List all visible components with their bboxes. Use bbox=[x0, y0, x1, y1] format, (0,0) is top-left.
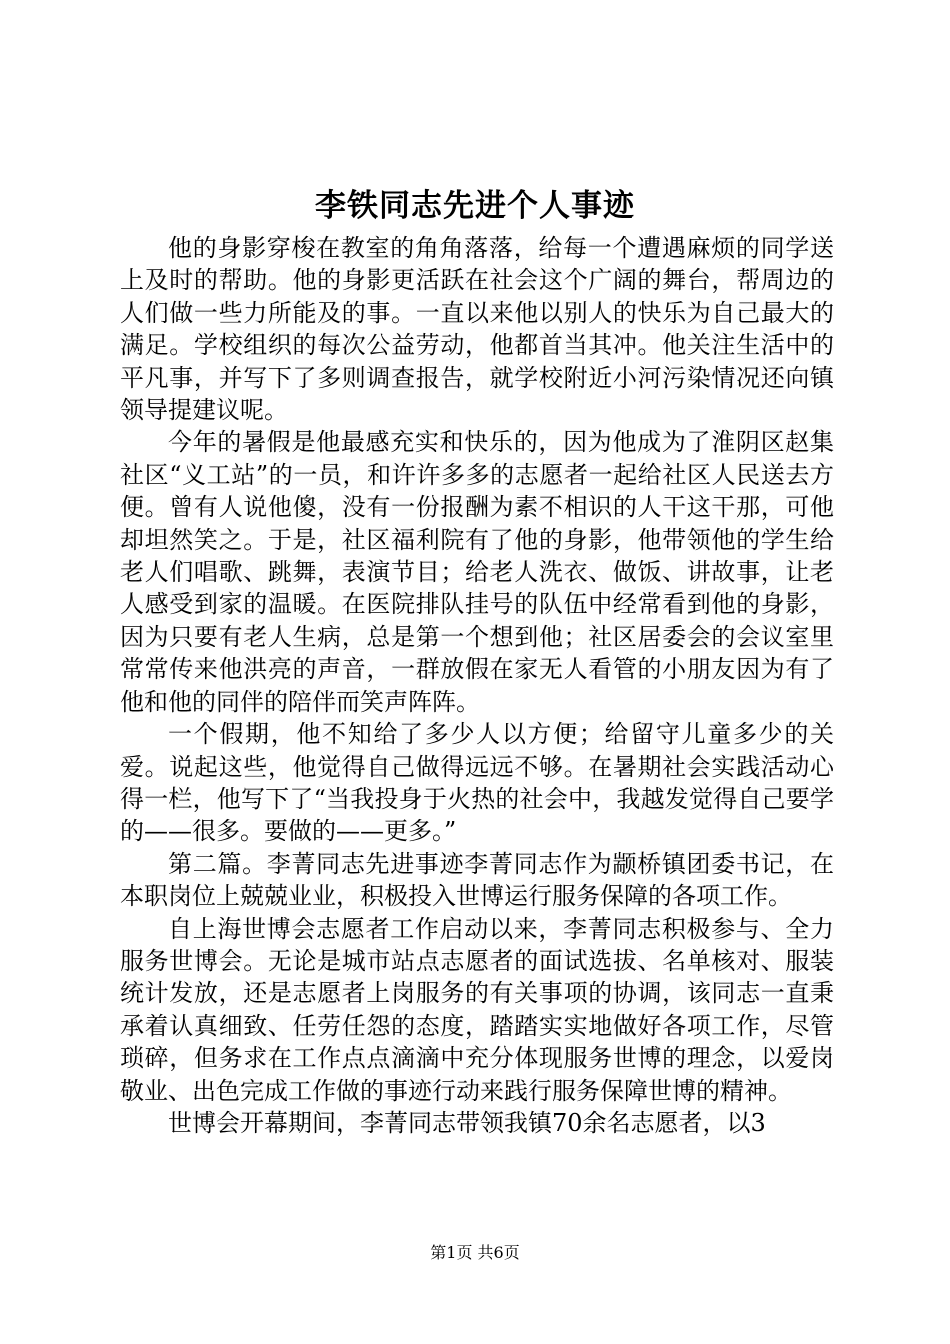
paragraph-1: 他的身影穿梭在教室的角角落落，给每一个遭遇麻烦的同学送上及时的帮助。他的身影更活跃在社会这个广阔的舞台，帮周边的人们做一些力所能及的事。一直以来他以别人的快乐为自己最大的满足。学校组织的每次公益劳动，他都首当其冲。他关注生活中的平凡事，并写下了多则调查报告，就学校附近小河污染情况还向镇领导提建议呢。 bbox=[120, 234, 834, 425]
paragraph-6: 世博会开幕期间，李菁同志带领我镇70余名志愿者，以3 bbox=[168, 1108, 766, 1137]
page-number-footer: 第1页 共6页 bbox=[430, 1243, 520, 1262]
document-body bbox=[120, 232, 834, 1139]
paragraph-4: 第二篇。李菁同志先进事迹李菁同志作为颛桥镇团委书记，在本职岗位上兢兢业业，积极投入世博运行服务保障的各项工作。 bbox=[120, 849, 834, 911]
paragraph-3: 一个假期，他不知给了多少人以方便；给留守儿童多少的关爱。说起这些，他觉得自己做得远远不够。在暑期社会实践活动心得一栏，他写下了“当我投身于火热的社会中，我越发觉得自己要学的——很多。要做的——更多。” bbox=[120, 720, 834, 846]
document-title: 李铁同志先进个人事迹 bbox=[315, 188, 635, 224]
paragraph-5: 自上海世博会志愿者工作启动以来，李菁同志积极参与、全力服务世博会。无论是城市站点志愿者的面试选拔、名单核对、服装统计发放，还是志愿者上岗服务的有关事项的协调，该同志一直秉承着认真细致、任劳任怨的态度，踏踏实实地做好各项工作，尽管琐碎，但务求在工作点点滴滴中充分体现服务世博的理念，以爱岗敬业、出色完成工作做的事迹行动来践行服务保障世博的精神。 bbox=[120, 914, 834, 1105]
paragraph-2: 今年的暑假是他最感充实和快乐的，因为他成为了淮阴区赵集社区“义工站”的一员，和许许多多的志愿者一起给社区人民送去方便。曾有人说他傻，没有一份报酬为素不相识的人干这干那，可他却坦然笑之。于是，社区福利院有了他的身影，他带领他的学生给老人们唱歌、跳舞，表演节目；给老人洗衣、做饭、讲故事，让老人感受到家的温暖。在医院排队挂号的队伍中经常看到他的身影，因为只要有老人生病，总是第一个想到他；社区居委会的会议室里常常传来他洪亮的声音，一群放假在家无人看管的小朋友因为有了他和他的同伴的陪伴而笑声阵阵。 bbox=[120, 428, 834, 716]
